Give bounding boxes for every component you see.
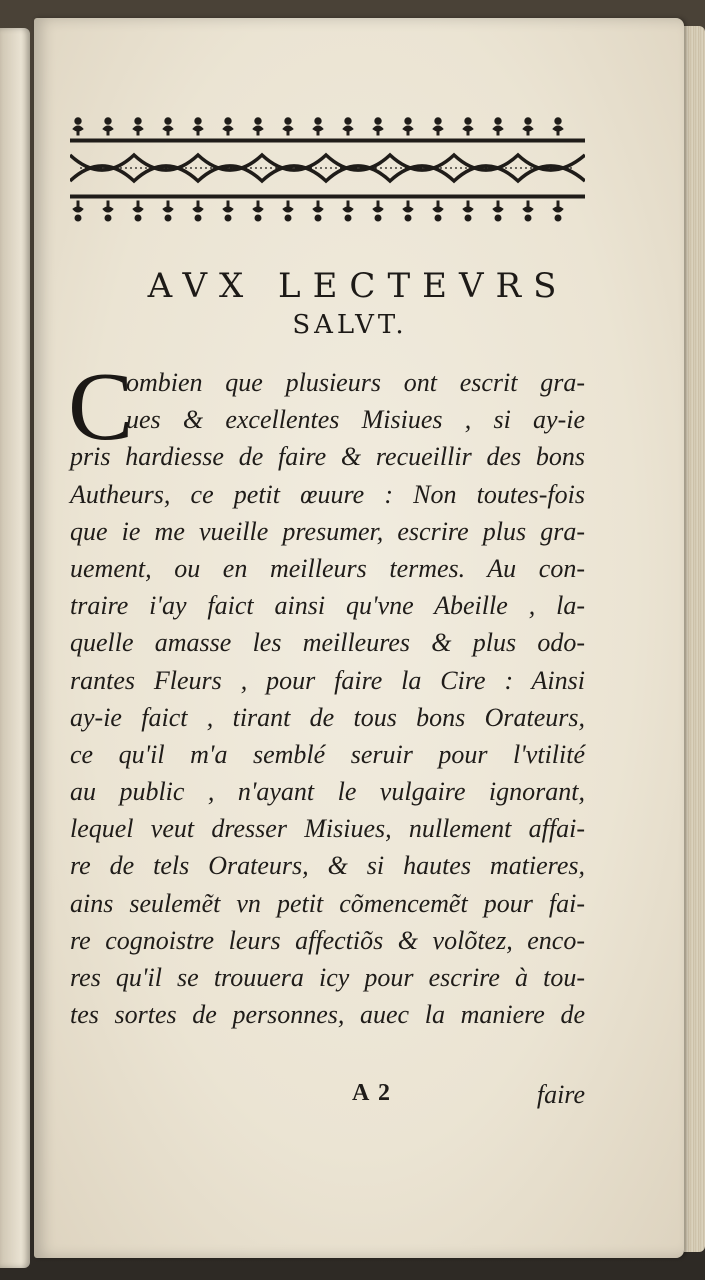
text-line: ay-ie faict , tirant de tous bons Orateurs, <box>70 702 585 732</box>
page-footer <box>70 1080 585 1116</box>
ornamental-headpiece <box>70 115 585 225</box>
text-line: tes sortes de personnes, auec la maniere de <box>70 1000 585 1030</box>
text-line: ains seulemẽt vn petit cõmencemẽt pour fai- <box>70 888 585 918</box>
catchword: faire <box>536 1080 585 1109</box>
text-line: traire i'ay faict ainsi qu'vne Abeille , la- <box>70 591 585 621</box>
text-line: ombien que plusieurs ont escrit gra- <box>126 368 585 397</box>
text-line: re de tels Orateurs, & si hautes matieres, <box>70 851 585 881</box>
text-line: re cognoistre leurs affectiõs & volõtez, enco- <box>70 925 585 955</box>
text-line: au public , n'ayant le vulgaire ignorant, <box>70 777 585 807</box>
text-line: rantes Fleurs , pour faire la Cire : Ainsi <box>70 665 585 695</box>
text-line: quelle amasse les meilleures & plus odo- <box>70 628 585 658</box>
page-title: AVX LECTEVRS <box>147 266 569 306</box>
text-line: ues & excellentes Misiues , si ay-ie <box>126 405 585 435</box>
text-line: Autheurs, ce petit œuure : Non toutes-fois <box>70 479 585 509</box>
page-subtitle: SALVT. <box>292 310 408 340</box>
facing-page-edge <box>0 28 30 1268</box>
text-line: que ie me vueille presumer, escrire plus gra- <box>70 516 585 546</box>
text-line: ce qu'il m'a semblé seruir pour l'vtilité <box>70 739 585 769</box>
text-line: pris hardiesse de faire & recueillir des bons <box>70 442 585 472</box>
signature-mark: A 2 <box>352 1080 393 1106</box>
drop-cap: C <box>68 353 134 461</box>
text-line: res qu'il se trouuera icy pour escrire à tou- <box>70 963 585 992</box>
body-text <box>68 353 585 1033</box>
page-fore-edge <box>684 26 705 1252</box>
text-line: uement, ou en meilleurs termes. Au con- <box>70 553 585 583</box>
text-line: lequel veut dresser Misiues, nullement affai- <box>70 814 585 844</box>
